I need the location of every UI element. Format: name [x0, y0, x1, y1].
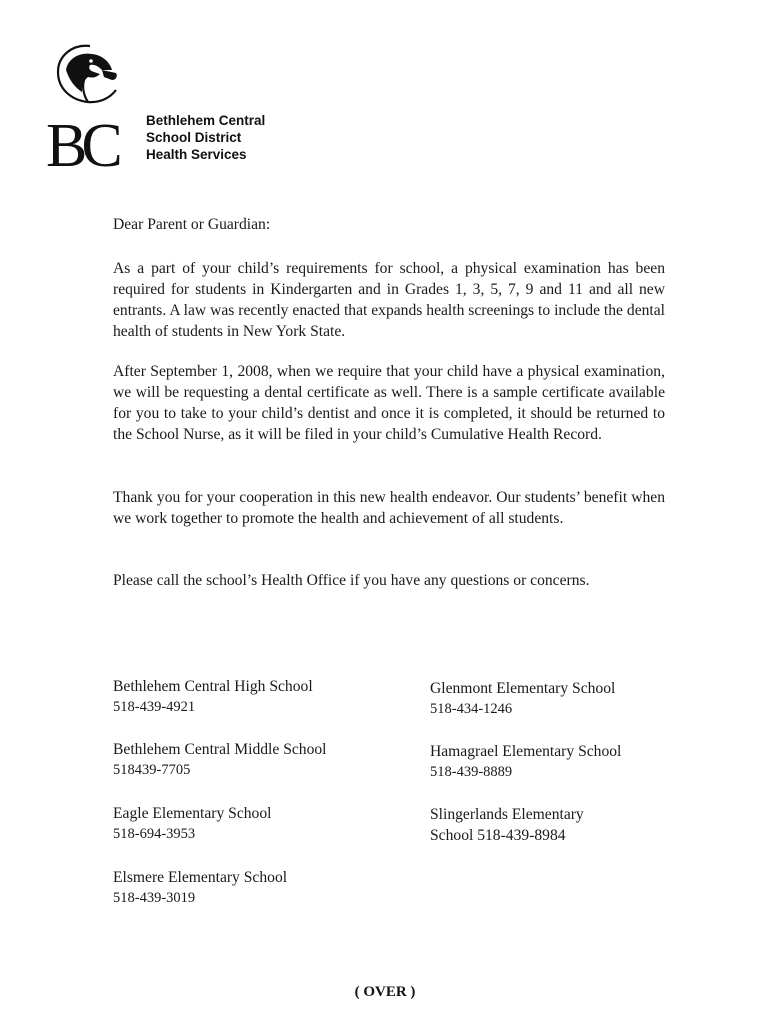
contact-left-2 — [113, 739, 327, 781]
contact-right-2 — [430, 741, 621, 783]
school-name: Bethlehem Central Middle School — [113, 741, 327, 758]
contact-right-3 — [430, 804, 584, 846]
school-phone: 518439-7705 — [113, 762, 191, 778]
school-name: Elsmere Elementary School — [113, 869, 288, 886]
school-name: Eagle Elementary School — [113, 805, 272, 822]
org-name-line2: School District — [146, 130, 242, 145]
org-name-block — [146, 112, 265, 163]
logo-letters: BC — [46, 112, 117, 170]
over-label: ( OVER ) — [354, 984, 416, 1000]
contact-left-1 — [113, 676, 313, 718]
paragraph-4: Please call the school’s Health Office if you have any questions or concerns. — [113, 572, 590, 589]
bc-eagle-logo — [44, 40, 136, 170]
greeting: Dear Parent or Guardian: — [113, 216, 271, 233]
school-name: Bethlehem Central High School — [113, 678, 313, 695]
school-name: Slingerlands Elementary — [430, 806, 584, 823]
school-phone: 518-439-4921 — [113, 699, 196, 715]
school-phone: School 518-439-8984 — [430, 827, 566, 844]
paragraph-1: As a part of your child’s requirements for school, a physical examination has been required for students in Kindergarten and in Grades 1, 3, 5, 7, 9 and 11 and all new entrants. A law was recently enacted that expands health screenings to include the dental health of students in New York State. — [113, 260, 665, 340]
org-name-line3: Health Services — [146, 147, 247, 162]
school-phone: 518-439-3019 — [113, 890, 196, 906]
contact-left-4 — [113, 867, 287, 909]
contact-left-3 — [113, 803, 271, 845]
school-name: Hamagrael Elementary School — [430, 743, 622, 760]
paragraph-2: After September 1, 2008, when we require that your child have a physical examination, we will be requesting a dental certificate as well. There is a sample certificate available for you to take to your child’s dentist and once it is completed, it should be returned to the School Nurse, as it will be filed in your child’s Cumulative Health Record. — [113, 363, 665, 443]
school-phone: 518-434-1246 — [430, 701, 513, 717]
school-phone: 518-439-8889 — [430, 764, 513, 780]
org-name-line1: Bethlehem Central — [146, 113, 266, 128]
school-name: Glenmont Elementary School — [430, 680, 616, 697]
paragraph-3: Thank you for your cooperation in this new health endeavor. Our students’ benefit when we work together to promote the health and achievement of all students. — [113, 489, 665, 527]
school-phone: 518-694-3953 — [113, 826, 196, 842]
contact-right-1 — [430, 678, 615, 720]
